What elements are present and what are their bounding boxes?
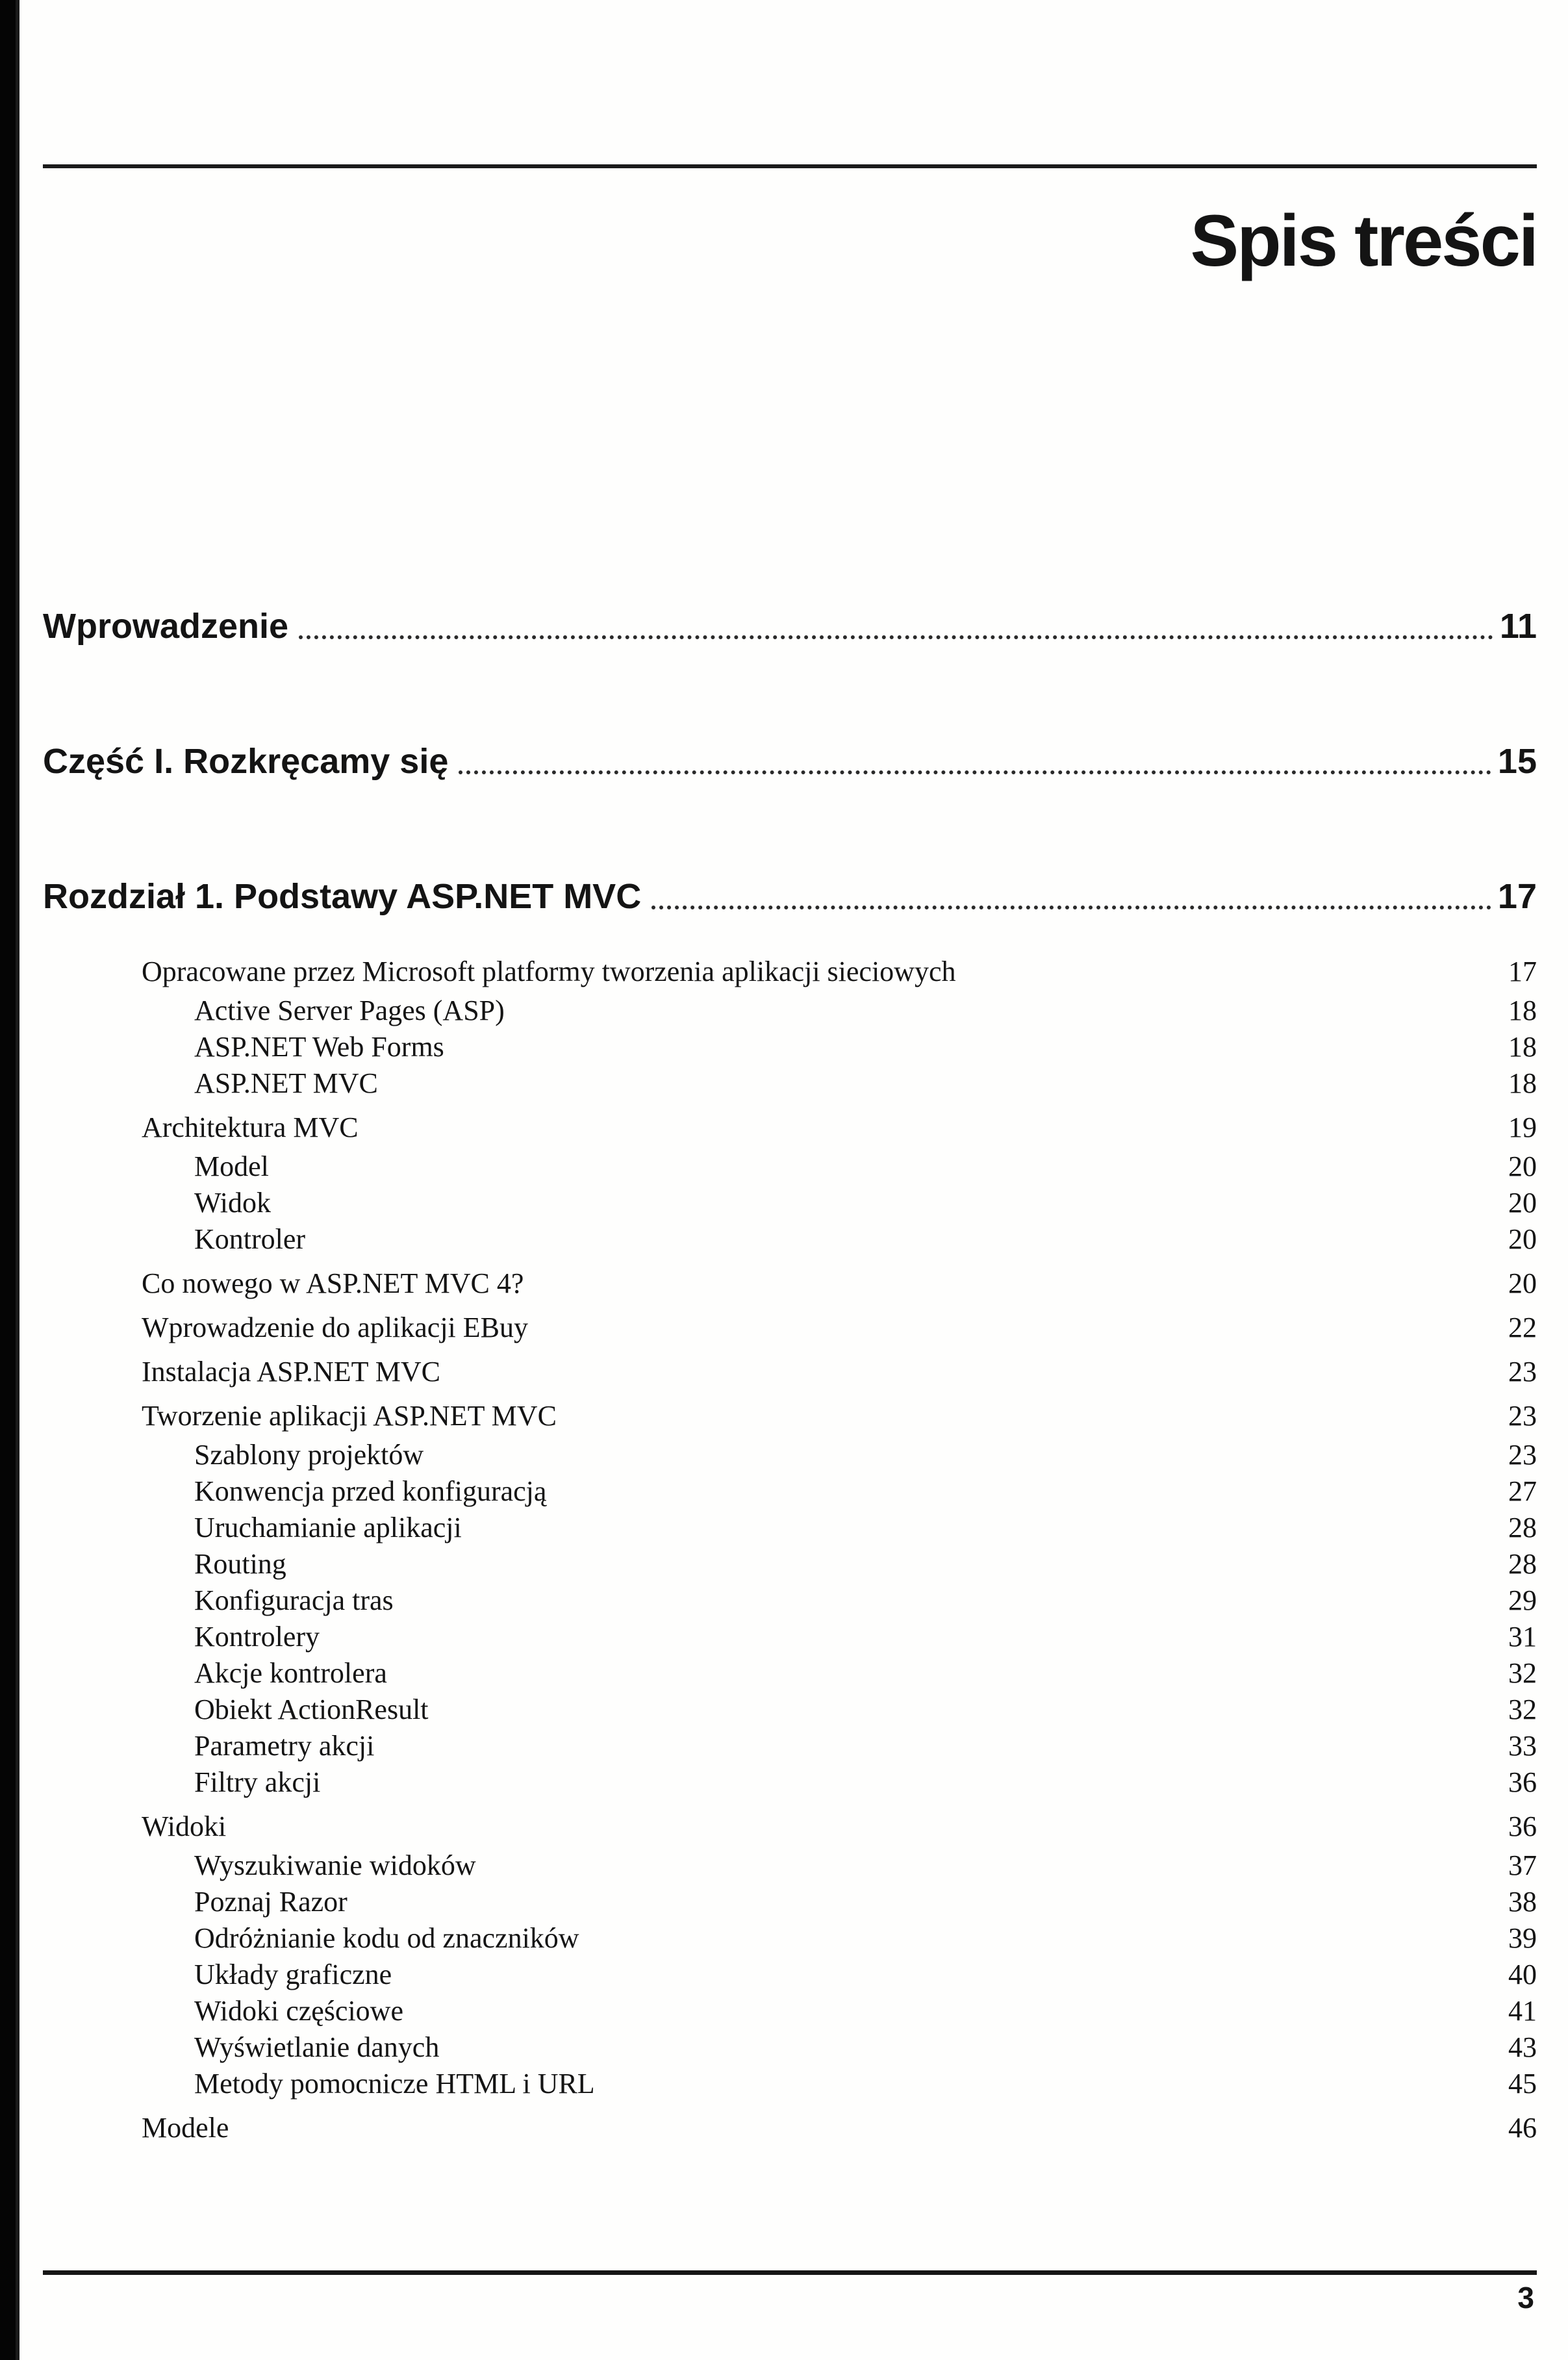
toc-entry-label: Widok <box>194 1187 271 1219</box>
toc-entry-label: Opracowane przez Microsoft platformy tworzenia aplikacji sieciowych <box>142 956 956 987</box>
toc-entry-label: ASP.NET MVC <box>194 1067 378 1099</box>
toc-entry-page-number: 38 <box>1508 1886 1537 1918</box>
toc-entry-row <box>142 1398 1537 1434</box>
toc-entry-row <box>142 1110 1537 1146</box>
toc-entry-page-number: 32 <box>1508 1657 1537 1689</box>
toc-header-row <box>43 605 1537 648</box>
toc-entry-label: Parametry akcji <box>194 1730 375 1762</box>
toc-entry-page-number: 18 <box>1508 1067 1537 1099</box>
toc-entry-page-number: 39 <box>1508 1922 1537 1954</box>
toc-entry-page-number: 18 <box>1508 995 1537 1026</box>
toc-entry-row <box>194 1957 1537 1993</box>
toc-entry-row <box>194 1920 1537 1957</box>
toc-entry-label: Active Server Pages (ASP) <box>194 995 505 1026</box>
toc-entry-page-number: 23 <box>1508 1439 1537 1471</box>
toc-entry-row <box>194 1221 1537 1258</box>
toc-entry-page-number: 46 <box>1508 2112 1537 2144</box>
bottom-rule <box>43 2270 1537 2275</box>
toc-header-page-number: 17 <box>1497 877 1537 916</box>
toc-entry-page-number: 20 <box>1508 1267 1537 1299</box>
toc-entries <box>43 954 1537 2146</box>
toc-entry-row <box>142 1265 1537 1302</box>
toc-header-page-number: 15 <box>1497 742 1537 781</box>
toc-entry-page-number: 36 <box>1508 1766 1537 1798</box>
toc-entry-label: Model <box>194 1150 269 1182</box>
toc-entry-page-number: 29 <box>1508 1584 1537 1616</box>
toc-entry-row <box>194 1546 1537 1582</box>
toc-entry-label: Wyświetlanie danych <box>194 2031 440 2063</box>
toc-entry-page-number: 23 <box>1508 1400 1537 1432</box>
toc-entry-label: Układy graficzne <box>194 1959 392 1990</box>
toc-entry-row <box>194 1993 1537 2029</box>
page-content <box>43 164 1537 2149</box>
toc-entry-label: Widoki częściowe <box>194 1995 403 2027</box>
dotted-leader <box>299 635 1493 639</box>
toc-entry-page-number: 19 <box>1508 1111 1537 1143</box>
toc-entry-row <box>194 1582 1537 1619</box>
scan-edge <box>0 0 19 2360</box>
toc-entry-page-number: 32 <box>1508 1694 1537 1725</box>
toc-entry-row <box>194 2029 1537 2066</box>
toc-entry-label: Poznaj Razor <box>194 1886 348 1918</box>
toc-entry-label: Modele <box>142 2112 229 2144</box>
toc-entry-page-number: 33 <box>1508 1730 1537 1762</box>
toc-entry-label: Tworzenie aplikacji ASP.NET MVC <box>142 1400 557 1432</box>
toc-entry-page-number: 36 <box>1508 1810 1537 1842</box>
toc-entry-label: Metody pomocnicze HTML i URL <box>194 2068 595 2100</box>
toc-entry-row <box>142 954 1537 990</box>
toc-entry-label: Uruchamianie aplikacji <box>194 1512 462 1543</box>
toc-entry-page-number: 31 <box>1508 1621 1537 1653</box>
toc-entry-label: Konwencja przed konfiguracją <box>194 1475 547 1507</box>
toc-entry-page-number: 22 <box>1508 1312 1537 1343</box>
toc-entry-page-number: 20 <box>1508 1187 1537 1219</box>
toc-header-label: Część I. Rozkręcamy się <box>43 742 449 781</box>
toc-header-row <box>43 740 1537 783</box>
toc-entry-page-number: 40 <box>1508 1959 1537 1990</box>
toc-entry-label: Obiekt ActionResult <box>194 1694 429 1725</box>
toc-entry-row <box>194 1655 1537 1692</box>
toc-entry-page-number: 41 <box>1508 1995 1537 2027</box>
toc-entry-page-number: 28 <box>1508 1512 1537 1543</box>
toc-entry-label: Instalacja ASP.NET MVC <box>142 1356 440 1388</box>
toc-entry-label: Architektura MVC <box>142 1111 359 1143</box>
toc-entry-page-number: 45 <box>1508 2068 1537 2100</box>
toc-entry-label: Filtry akcji <box>194 1766 321 1798</box>
toc-entry-row <box>194 1185 1537 1221</box>
toc-entry-page-number: 37 <box>1508 1849 1537 1881</box>
toc-entry-label: Wyszukiwanie widoków <box>194 1849 476 1881</box>
dotted-leader <box>651 906 1491 909</box>
dotted-leader <box>459 770 1491 774</box>
toc-entry-label: Szablony projektów <box>194 1439 424 1471</box>
table-of-contents <box>43 605 1537 2146</box>
toc-entry-label: Kontrolery <box>194 1621 320 1653</box>
toc-entry-label: Widoki <box>142 1810 227 1842</box>
toc-entry-label: Wprowadzenie do aplikacji EBuy <box>142 1312 529 1343</box>
toc-entry-row <box>194 1029 1537 1065</box>
toc-header-row <box>43 875 1537 918</box>
footer-page-number: 3 <box>1517 2281 1534 2315</box>
toc-headers <box>43 605 1537 918</box>
toc-entry-page-number: 23 <box>1508 1356 1537 1388</box>
toc-entry-page-number: 43 <box>1508 2031 1537 2063</box>
toc-entry-label: Co nowego w ASP.NET MVC 4? <box>142 1267 524 1299</box>
toc-entry-row <box>194 993 1537 1029</box>
toc-entry-row <box>194 1884 1537 1920</box>
toc-entry-row <box>194 1728 1537 1764</box>
toc-entry-page-number: 27 <box>1508 1475 1537 1507</box>
toc-entry-row <box>194 1510 1537 1546</box>
toc-entry-row <box>194 1065 1537 1102</box>
toc-entry-page-number: 17 <box>1508 956 1537 987</box>
toc-header-label: Wprowadzenie <box>43 607 289 646</box>
toc-entry-row <box>142 1310 1537 1346</box>
toc-entry-label: Konfiguracja tras <box>194 1584 394 1616</box>
toc-entry-page-number: 20 <box>1508 1150 1537 1182</box>
toc-entry-page-number: 28 <box>1508 1548 1537 1580</box>
toc-header-page-number: 11 <box>1499 607 1537 646</box>
page-title: Spis treści <box>1190 200 1537 281</box>
toc-entry-row <box>194 2066 1537 2102</box>
toc-entry-row <box>194 1847 1537 1884</box>
toc-header-label: Rozdział 1. Podstawy ASP.NET MVC <box>43 877 642 916</box>
toc-entry-row <box>194 1692 1537 1728</box>
toc-entry-label: Kontroler <box>194 1223 306 1255</box>
toc-entry-label: Akcje kontrolera <box>194 1657 387 1689</box>
toc-entry-row <box>194 1473 1537 1510</box>
toc-entry-row <box>142 2110 1537 2146</box>
toc-entry-row <box>194 1437 1537 1473</box>
toc-entry-page-number: 20 <box>1508 1223 1537 1255</box>
toc-entry-row <box>142 1354 1537 1390</box>
toc-entry-row <box>194 1148 1537 1185</box>
toc-entry-label: Odróżnianie kodu od znaczników <box>194 1922 579 1954</box>
toc-entry-label: Routing <box>194 1548 286 1580</box>
top-rule <box>43 164 1537 168</box>
toc-entry-page-number: 18 <box>1508 1031 1537 1063</box>
toc-entry-row <box>194 1764 1537 1801</box>
toc-entry-row <box>194 1619 1537 1655</box>
toc-entry-row <box>142 1808 1537 1845</box>
toc-entry-label: ASP.NET Web Forms <box>194 1031 444 1063</box>
